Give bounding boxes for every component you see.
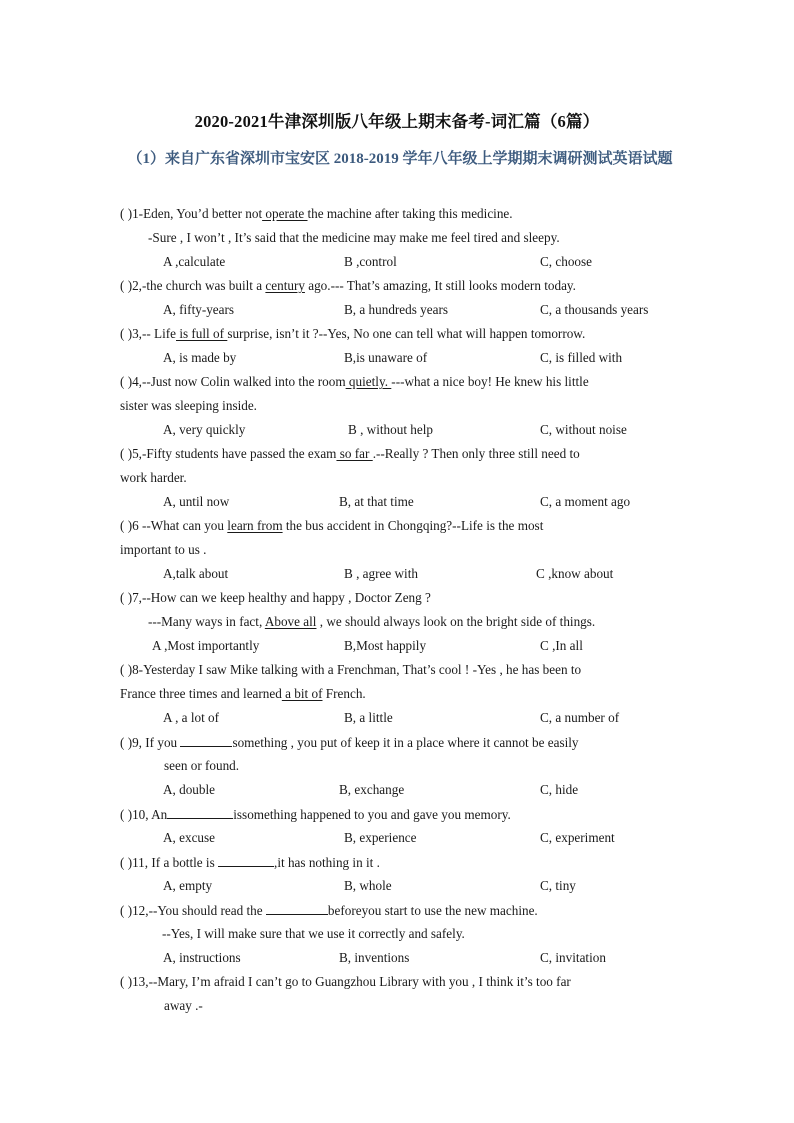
q9-prefix: ( )9, If you bbox=[120, 735, 181, 750]
question-8: ( )8-Yesterday I saw Mike talking with a Frenchman, That’s cool ! -Yes , he has been to bbox=[120, 662, 582, 677]
q2-option-b: B, a hundreds years bbox=[344, 302, 449, 317]
q8-option-a: A , a lot of bbox=[163, 710, 220, 725]
q7-underlined: Above all bbox=[264, 614, 317, 629]
q2-prefix: ( )2,-the church was built a bbox=[120, 278, 263, 293]
q8-line2 bbox=[120, 686, 366, 702]
q6-suffix: the bus accident in Chongqing?--Life is the most bbox=[282, 518, 544, 533]
q3-suffix: surprise, isn’t it ?--Yes, No one can tell what will happen tomorrow. bbox=[227, 326, 586, 341]
q4-suffix: ---what a nice boy! He knew his little bbox=[391, 374, 589, 389]
q3-underlined: is full of bbox=[176, 326, 228, 341]
q12-option-c: C, invitation bbox=[540, 950, 606, 965]
q5-option-b: B, at that time bbox=[339, 494, 414, 509]
question-3 bbox=[120, 326, 585, 342]
q5-prefix: ( )5,-Fifty students have passed the exam bbox=[120, 446, 337, 461]
q1-option-a: A ,calculate bbox=[163, 254, 226, 269]
question-7: ( )7,--How can we keep healthy and happy , Doctor Zeng ? bbox=[120, 590, 431, 605]
question-1 bbox=[120, 206, 513, 222]
q1-underlined: operate bbox=[262, 206, 308, 221]
q11-prefix: ( )11, If a bottle is bbox=[120, 855, 219, 870]
q9-suffix: something , you put of keep it in a place where it cannot be easily bbox=[232, 735, 579, 750]
q11-option-c: C, tiny bbox=[540, 878, 576, 893]
q6-option-b: B , agree with bbox=[344, 566, 418, 581]
q8-option-b: B, a little bbox=[344, 710, 393, 725]
q12-line2: --Yes, I will make sure that we use it correctly and safely. bbox=[162, 926, 465, 941]
question-2 bbox=[120, 278, 576, 294]
q8-prefix: France three times and learned bbox=[120, 686, 282, 701]
q3-option-c: C, is filled with bbox=[540, 350, 623, 365]
q12-suffix: beforeyou start to use the new machine. bbox=[327, 903, 538, 918]
q4-option-a: A, very quickly bbox=[163, 422, 246, 437]
q5-option-a: A, until now bbox=[163, 494, 230, 509]
q3-prefix: ( )3,-- Life bbox=[120, 326, 177, 341]
q2-option-a: A, fifty-years bbox=[163, 302, 235, 317]
q4-option-c: C, without noise bbox=[540, 422, 627, 437]
q6-option-c: C ,know about bbox=[536, 566, 614, 581]
q7-prefix: ---Many ways in fact, bbox=[148, 614, 265, 629]
q9-line2: seen or found. bbox=[164, 758, 240, 773]
q13-line2: away .- bbox=[164, 998, 203, 1013]
q11-option-a: A, empty bbox=[163, 878, 213, 893]
q7-suffix: , we should always look on the bright side of things. bbox=[316, 614, 596, 629]
q5-suffix: .--Really ? Then only three still need to bbox=[372, 446, 580, 461]
q10-option-b: B, experience bbox=[344, 830, 417, 845]
q9-option-c: C, hide bbox=[540, 782, 579, 797]
q8-underlined: a bit of bbox=[281, 686, 323, 701]
question-6 bbox=[120, 518, 543, 534]
q1-prefix: ( )1-Eden, You’d better not bbox=[120, 206, 263, 221]
q9-option-a: A, double bbox=[163, 782, 216, 797]
question-9 bbox=[120, 734, 579, 751]
q10-prefix: ( )10, An bbox=[120, 807, 168, 822]
q12-option-a: A, instructions bbox=[163, 950, 241, 965]
q3-option-a: A, is made by bbox=[163, 350, 237, 365]
q6-prefix: ( )6 --What can you bbox=[120, 518, 228, 533]
q6-line2: important to us . bbox=[120, 542, 207, 557]
q5-underlined: so far bbox=[336, 446, 373, 461]
q7-line2 bbox=[148, 614, 595, 630]
q8-option-c: C, a number of bbox=[540, 710, 620, 725]
question-4 bbox=[120, 374, 589, 390]
q11-blank bbox=[218, 854, 274, 867]
q7-option-c: C ,In all bbox=[540, 638, 583, 653]
q1-option-c: C, choose bbox=[540, 254, 593, 269]
q7-option-b: B,Most happily bbox=[344, 638, 427, 653]
q10-option-c: C, experiment bbox=[540, 830, 615, 845]
q1-option-b: B ,control bbox=[344, 254, 397, 269]
q10-option-a: A, excuse bbox=[163, 830, 215, 845]
question-12 bbox=[120, 902, 538, 919]
q11-option-b: B, whole bbox=[344, 878, 392, 893]
q3-option-b: B,is unaware of bbox=[344, 350, 428, 365]
q9-blank bbox=[180, 734, 232, 747]
q1-suffix: the machine after taking this medicine. bbox=[307, 206, 513, 221]
question-13: ( )13,--Mary, I’m afraid I can’t go to Guangzhou Library with you , I think it’s too far bbox=[120, 974, 571, 989]
question-5 bbox=[120, 446, 580, 462]
document-title: 2020-2021牛津深圳版八年级上期末备考-词汇篇（6篇） bbox=[194, 112, 600, 131]
q4-line2: sister was sleeping inside. bbox=[120, 398, 257, 413]
q4-option-b: B , without help bbox=[348, 422, 433, 437]
q8-suffix: French. bbox=[322, 686, 366, 701]
q1-line2: -Sure , I won’t , It’s said that the medicine may make me feel tired and sleepy. bbox=[148, 230, 560, 245]
question-11 bbox=[120, 854, 380, 871]
q2-option-c: C, a thousands years bbox=[540, 302, 649, 317]
q9-option-b: B, exchange bbox=[339, 782, 405, 797]
q5-line2: work harder. bbox=[120, 470, 187, 485]
q6-underlined: learn from bbox=[227, 518, 283, 533]
q2-suffix: ago.--- That’s amazing, It still looks modern today. bbox=[304, 278, 576, 293]
q10-suffix: issomething happened to you and gave you memory. bbox=[233, 807, 511, 822]
q12-option-b: B, inventions bbox=[339, 950, 410, 965]
q6-option-a: A,talk about bbox=[163, 566, 229, 581]
q5-option-c: C, a moment ago bbox=[540, 494, 631, 509]
q2-underlined: century bbox=[265, 278, 305, 293]
question-10 bbox=[120, 806, 511, 823]
q7-option-a: A ,Most importantly bbox=[152, 638, 260, 653]
q4-prefix: ( )4,--Just now Colin walked into the room bbox=[120, 374, 346, 389]
section-subtitle: （1）来自广东省深圳市宝安区 2018-2019 学年八年级上学期期末调研测试英语试题 bbox=[127, 151, 673, 167]
q12-blank bbox=[266, 902, 328, 915]
q12-prefix: ( )12,--You should read the bbox=[120, 903, 266, 918]
q4-underlined: quietly. bbox=[345, 374, 392, 389]
q10-blank bbox=[167, 806, 233, 819]
q11-suffix: ,it has nothing in it . bbox=[274, 855, 380, 870]
